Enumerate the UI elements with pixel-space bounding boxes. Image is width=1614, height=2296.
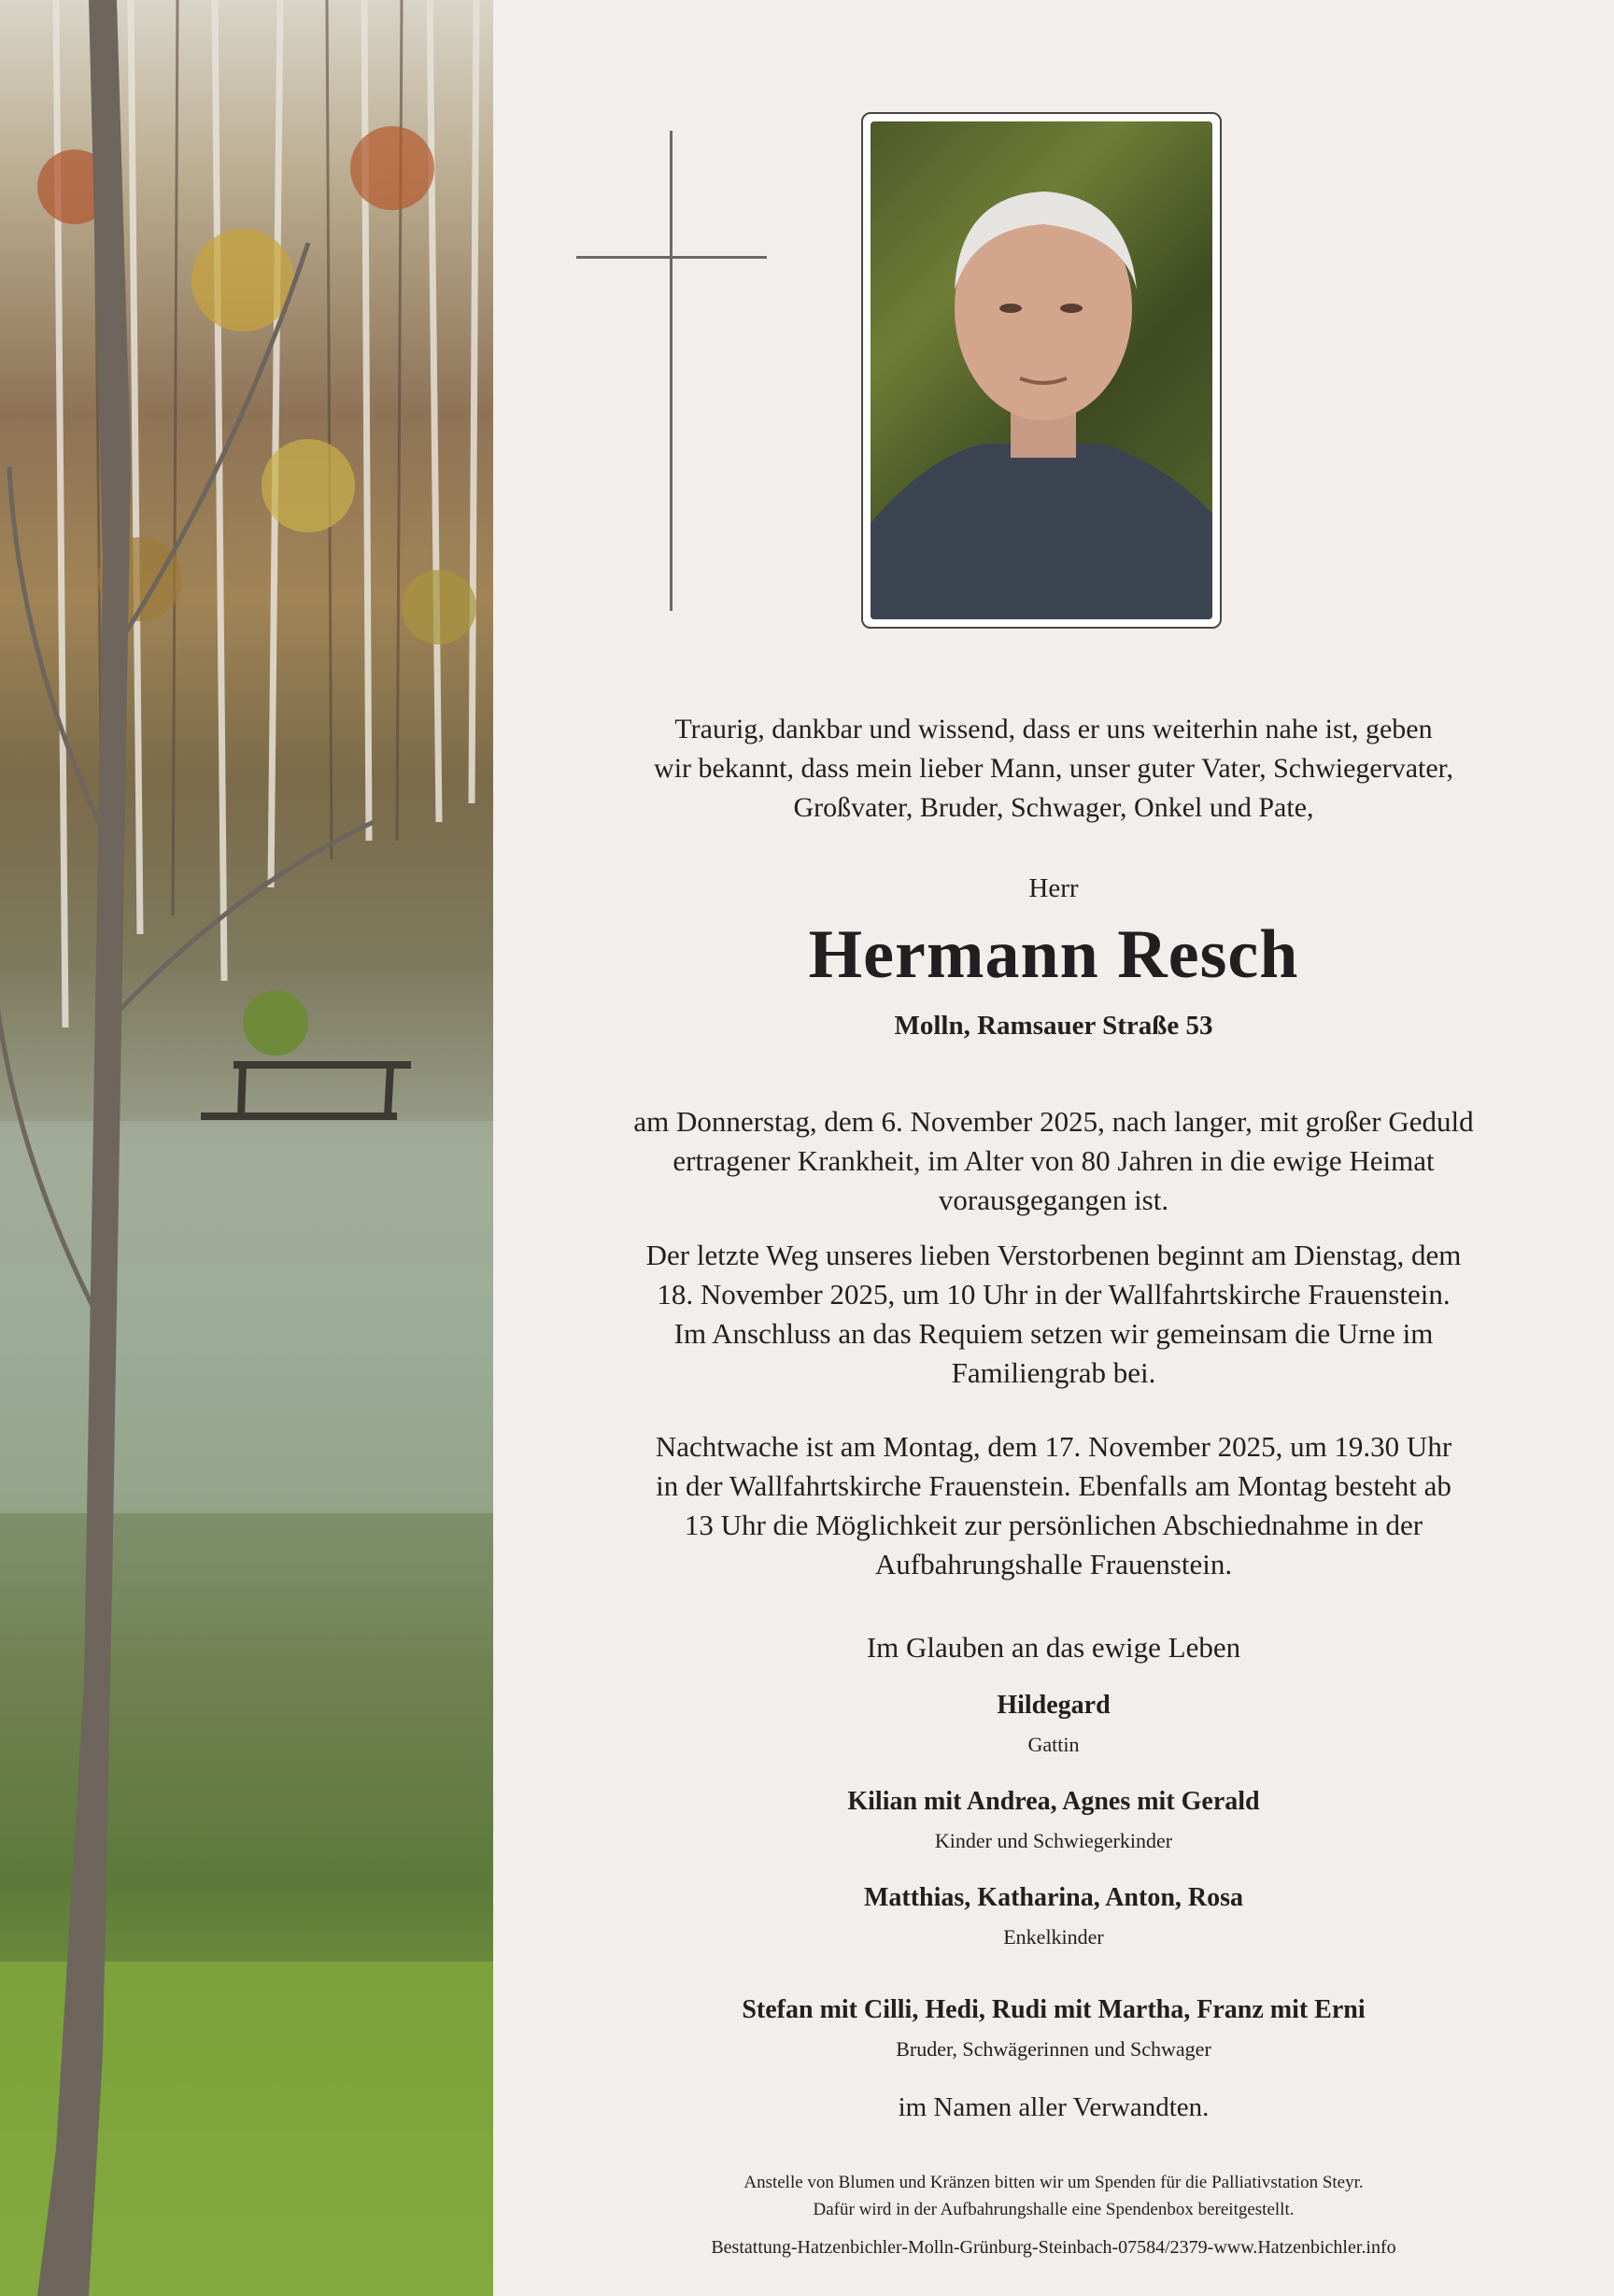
donation-notice	[493, 2169, 1614, 2223]
vigil-line: Aufbahrungshalle Frauenstein.	[874, 1548, 1233, 1580]
vigil-details	[493, 1427, 1614, 1584]
vigil-line: in der Wallfahrtskirche Frauenstein. Ebenfalls am Montag besteht ab	[656, 1469, 1451, 1502]
mourner-names: Matthias, Katharina, Anton, Rosa	[863, 1883, 1244, 1912]
intro-line: Traurig, dankbar und wissend, dass er uns weiterhin nahe ist, geben	[674, 714, 1433, 744]
mourner-relation: Bruder, Schwägerinnen und Schwager	[896, 2037, 1211, 2061]
portrait-photo	[871, 121, 1212, 619]
salutation: Herr	[1028, 873, 1079, 903]
side-forest-photo	[0, 0, 493, 2296]
funeral-line: Der letzte Weg unseres lieben Verstorbenen beginnt am Dienstag, dem	[645, 1239, 1462, 1271]
deceased-address: Molln, Ramsauer Straße 53	[894, 1011, 1213, 1041]
faith-line: Im Glauben an das ewige Leben	[866, 1631, 1241, 1664]
intro-line: wir bekannt, dass mein lieber Mann, unser guter Vater, Schwiegervater,	[654, 753, 1453, 784]
death-notice-line: ertragener Krankheit, im Alter von 80 Jahren in die ewige Heimat	[672, 1144, 1435, 1177]
funeral-details	[493, 1236, 1614, 1393]
donation-line: Dafür wird in der Aufbahrungshalle eine Spendenbox bereitgestellt.	[813, 2200, 1295, 2219]
intro-text	[493, 710, 1614, 828]
portrait-frame	[861, 112, 1222, 629]
funeral-home-footer: Bestattung-Hatzenbichler-Molln-Grünburg-Steinbach-07584/2379-www.Hatzenbichler.info	[711, 2237, 1396, 2258]
deceased-name: Hermann Resch	[808, 916, 1299, 993]
portrait-illustration	[871, 121, 1212, 619]
intro-line: Großvater, Bruder, Schwager, Onkel und Pate,	[793, 792, 1314, 823]
death-notice	[493, 1102, 1614, 1220]
mourner-names: Stefan mit Cilli, Hedi, Rudi mit Martha, Franz mit Erni	[742, 1995, 1366, 2024]
death-notice-line: am Donnerstag, dem 6. November 2025, nach langer, mit großer Geduld	[633, 1105, 1474, 1138]
vigil-line: 13 Uhr die Möglichkeit zur persönlichen Abschiednahme in der	[684, 1509, 1423, 1541]
forest-illustration	[0, 0, 493, 2296]
mourner-relation: Enkelkinder	[1003, 1925, 1104, 1949]
vigil-line: Nachtwache ist am Montag, dem 17. November 2025, um 19.30 Uhr	[655, 1430, 1452, 1463]
mourner-names: Kilian mit Andrea, Agnes mit Gerald	[847, 1787, 1260, 1816]
cross-vertical-bar	[670, 131, 672, 611]
cross-horizontal-bar	[576, 256, 767, 259]
donation-line: Anstelle von Blumen und Kränzen bitten wir um Spenden für die Palliativstation Steyr.	[743, 2173, 1364, 2192]
funeral-line: 18. November 2025, um 10 Uhr in der Wallfahrtskirche Frauenstein.	[657, 1278, 1451, 1311]
mourner-names: Hildegard	[997, 1691, 1111, 1720]
closing-line: im Namen aller Verwandten.	[898, 2092, 1210, 2122]
funeral-line: Im Anschluss an das Requiem setzen wir gemeinsam die Urne im	[673, 1317, 1434, 1350]
death-notice-line: vorausgegangen ist.	[938, 1183, 1169, 1216]
mourner-relation: Kinder und Schwiegerkinder	[934, 1829, 1173, 1852]
mourner-relation: Gattin	[1027, 1733, 1080, 1756]
funeral-line: Familiengrab bei.	[951, 1356, 1156, 1389]
